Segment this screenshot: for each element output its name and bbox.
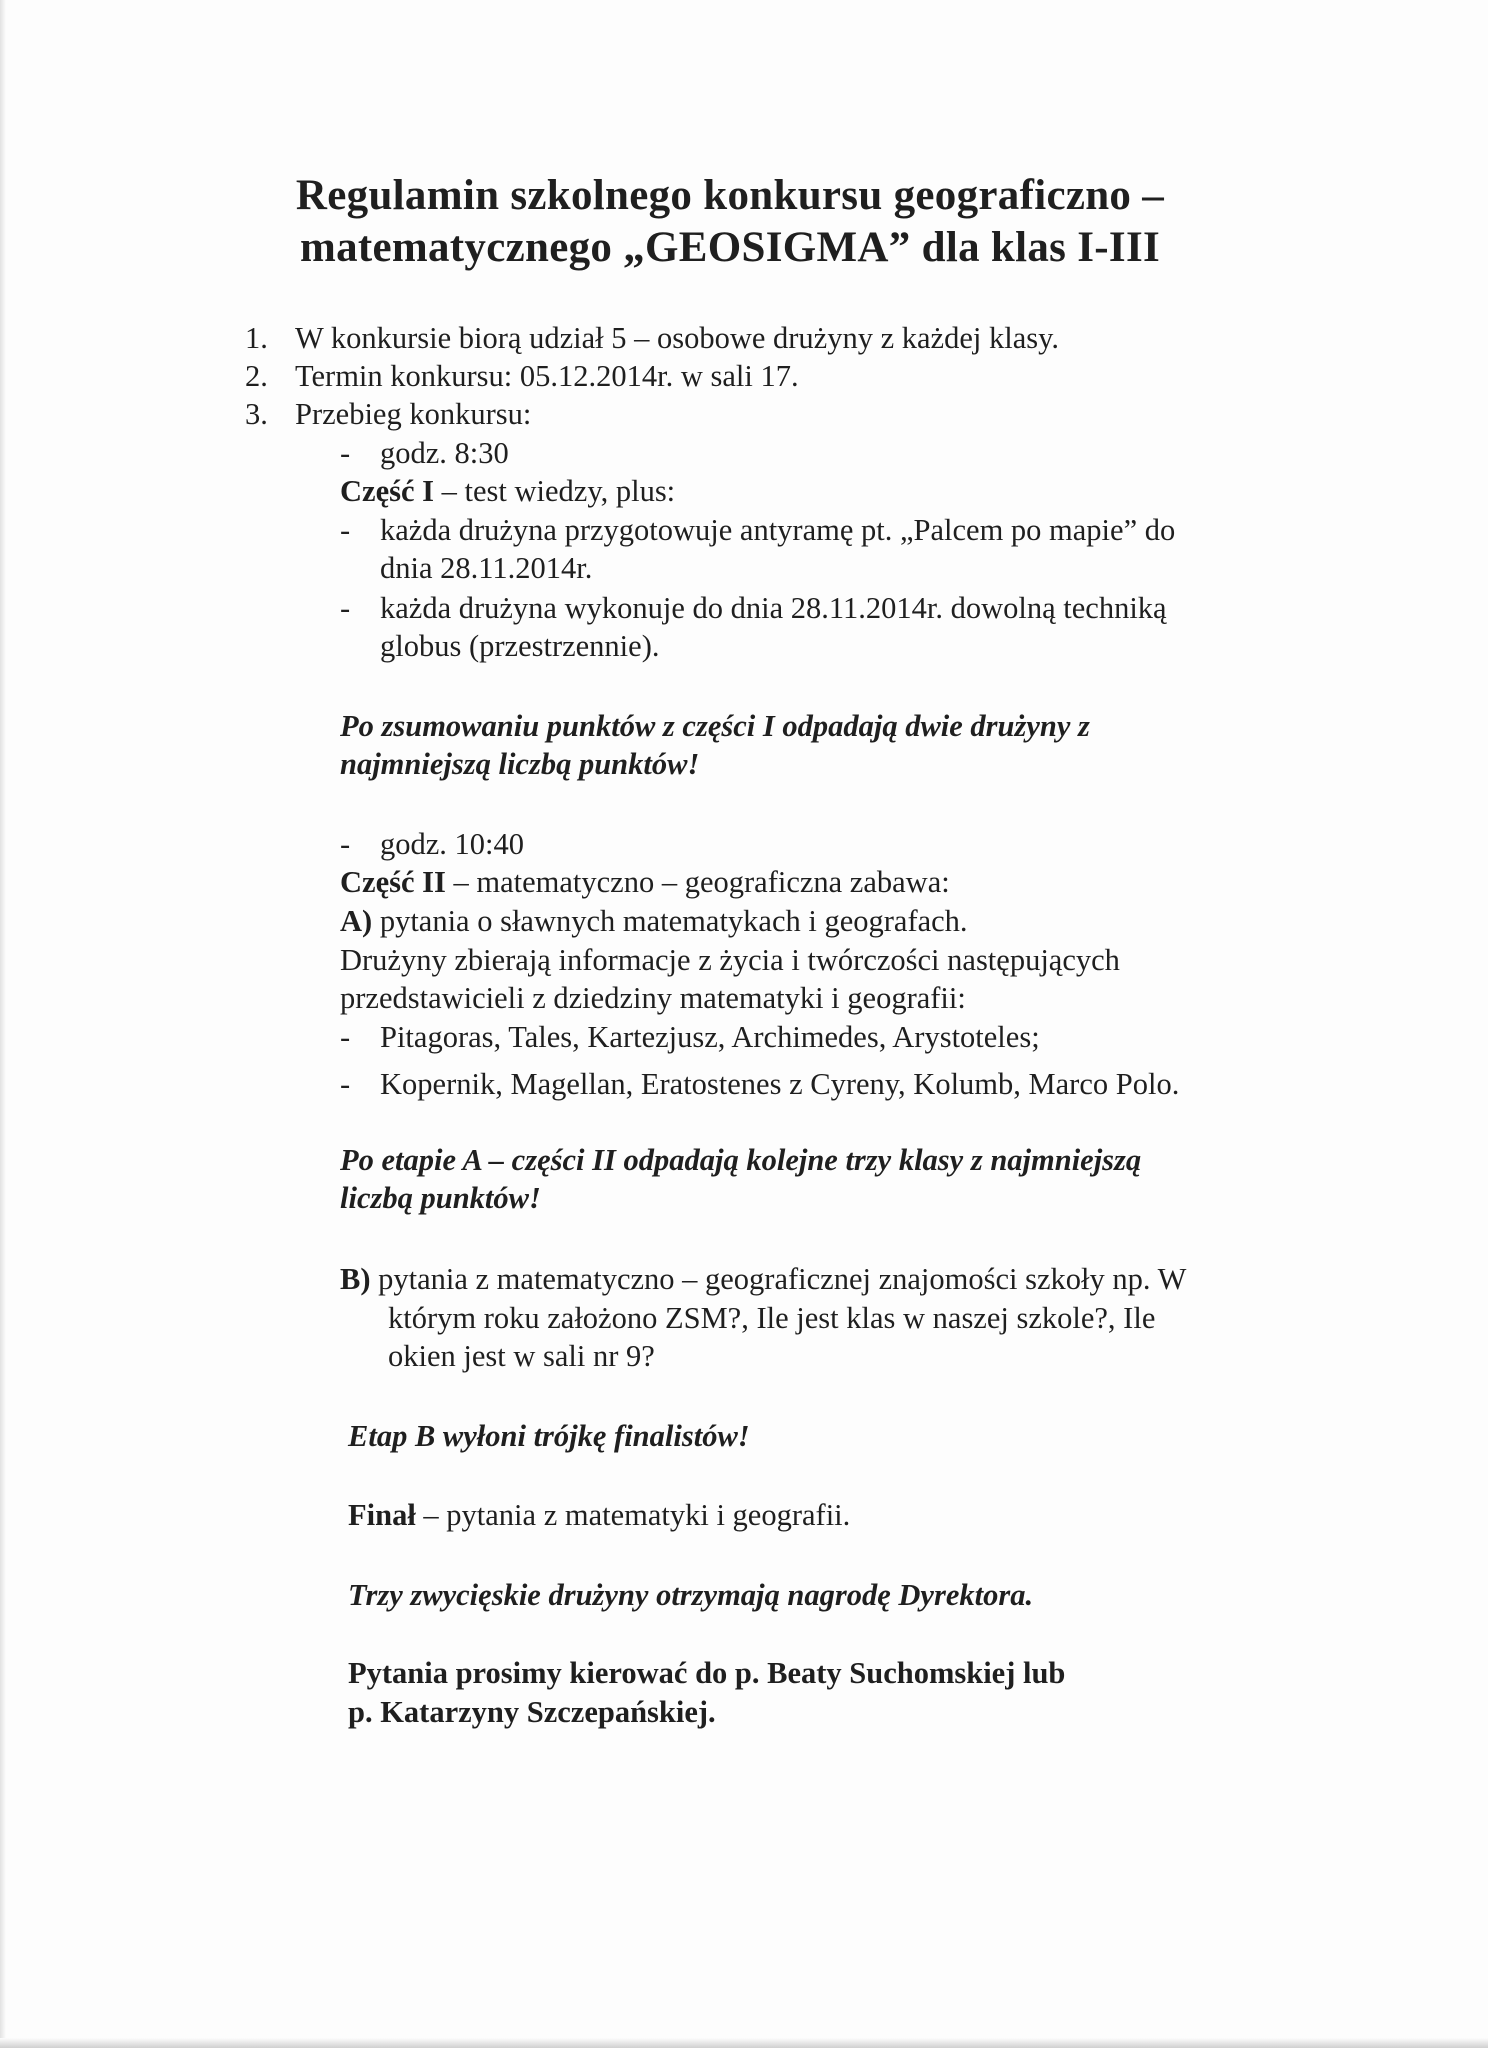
- part2-section-b: [340, 1261, 1186, 1297]
- time-text: godz. 8:30: [380, 436, 509, 470]
- part2-desc-line-2: przedstawicieli z dziedziny matematyki i geografii:: [340, 981, 966, 1015]
- title-line-1: Regulamin szkolnego konkursu geograficzno –: [295, 172, 1165, 219]
- prize-note: Trzy zwycięskie drużyny otrzymają nagrodę Dyrektora.: [348, 1578, 1034, 1612]
- part2-heading: [340, 864, 950, 900]
- final-line: [348, 1497, 850, 1533]
- dash: -: [340, 827, 351, 861]
- part1-note-line-2: najmniejszą liczbą punktów!: [340, 747, 700, 781]
- part-label: Część I: [340, 474, 435, 508]
- part2-section-a: [340, 903, 968, 939]
- rule-text: W konkursie biorą udział 5 – osobowe drużyny z każdej klasy.: [295, 321, 1059, 355]
- rule-number: 3.: [245, 397, 268, 431]
- contact-line-1: Pytania prosimy kierować do p. Beaty Suchomskiej lub: [348, 1656, 1066, 1690]
- part2-people-1: [340, 1019, 1040, 1055]
- rule-text: Termin konkursu: 05.12.2014r. w sali 17.: [295, 359, 799, 393]
- part1-heading: [340, 473, 675, 509]
- rule-3: [245, 396, 532, 432]
- part1-item-2: [340, 590, 1167, 626]
- part-description: – matematyczno – geograficzna zabawa:: [445, 865, 950, 899]
- part1-item-1: [340, 512, 1176, 548]
- section-text: pytania z matematyczno – geograficznej znajomości szkoły np. W: [370, 1262, 1187, 1296]
- item-text: każda drużyna wykonuje do dnia 28.11.2014r. dowolną techniką: [380, 591, 1167, 625]
- part2-section-b-line-2: którym roku założono ZSM?, Ile jest klas w naszej szkole?, Ile: [388, 1301, 1156, 1335]
- part1-note-line-1: Po zsumowaniu punktów z części I odpadają dwie drużyny z: [340, 709, 1090, 743]
- final-text: – pytania z matematyki i geografii.: [415, 1498, 851, 1532]
- time-text: godz. 10:40: [380, 827, 525, 861]
- part1-time: [340, 435, 509, 471]
- people-text: Pitagoras, Tales, Kartezjusz, Archimedes, Arystoteles;: [380, 1020, 1040, 1054]
- part-label: Część II: [340, 865, 446, 899]
- etap-b-note: Etap B wyłoni trójkę finalistów!: [348, 1419, 750, 1453]
- rule-number: 2.: [245, 359, 268, 393]
- dash: -: [340, 513, 351, 547]
- section-label: A): [340, 904, 373, 938]
- part2-people-2: [340, 1066, 1180, 1102]
- rule-number: 1.: [245, 321, 268, 355]
- dash: -: [340, 1020, 351, 1054]
- rule-1: [245, 320, 1059, 356]
- final-label: Finał: [348, 1498, 416, 1532]
- section-text: pytania o sławnych matematykach i geografach.: [372, 904, 968, 938]
- part1-item-2-cont: globus (przestrzennie).: [380, 629, 660, 663]
- part2-desc-line-1: Drużyny zbierają informacje z życia i twórczości następujących: [340, 943, 1120, 977]
- part1-item-1-cont: dnia 28.11.2014r.: [380, 551, 593, 585]
- item-text: każda drużyna przygotowuje antyramę pt. „Palcem po mapie” do: [380, 513, 1176, 547]
- part-description: – test wiedzy, plus:: [434, 474, 676, 508]
- dash: -: [340, 591, 351, 625]
- people-text: Kopernik, Magellan, Eratostenes z Cyreny, Kolumb, Marco Polo.: [380, 1067, 1180, 1101]
- dash: -: [340, 436, 351, 470]
- document-title: [230, 170, 1230, 274]
- rule-2: [245, 358, 799, 394]
- rule-text: Przebieg konkursu:: [295, 397, 532, 431]
- contact-line-2: p. Katarzyny Szczepańskiej.: [348, 1695, 716, 1729]
- title-line-2: matematycznego „GEOSIGMA” dla klas I-III: [299, 224, 1161, 271]
- part2-section-b-line-3: okien jest w sali nr 9?: [388, 1339, 655, 1373]
- part2-note-line-2: liczbą punktów!: [340, 1181, 541, 1215]
- section-label: B): [340, 1262, 371, 1296]
- part2-time: [340, 826, 525, 862]
- dash: -: [340, 1067, 351, 1101]
- part2-note-line-1: Po etapie A – części II odpadają kolejne trzy klasy z najmniejszą: [340, 1143, 1142, 1177]
